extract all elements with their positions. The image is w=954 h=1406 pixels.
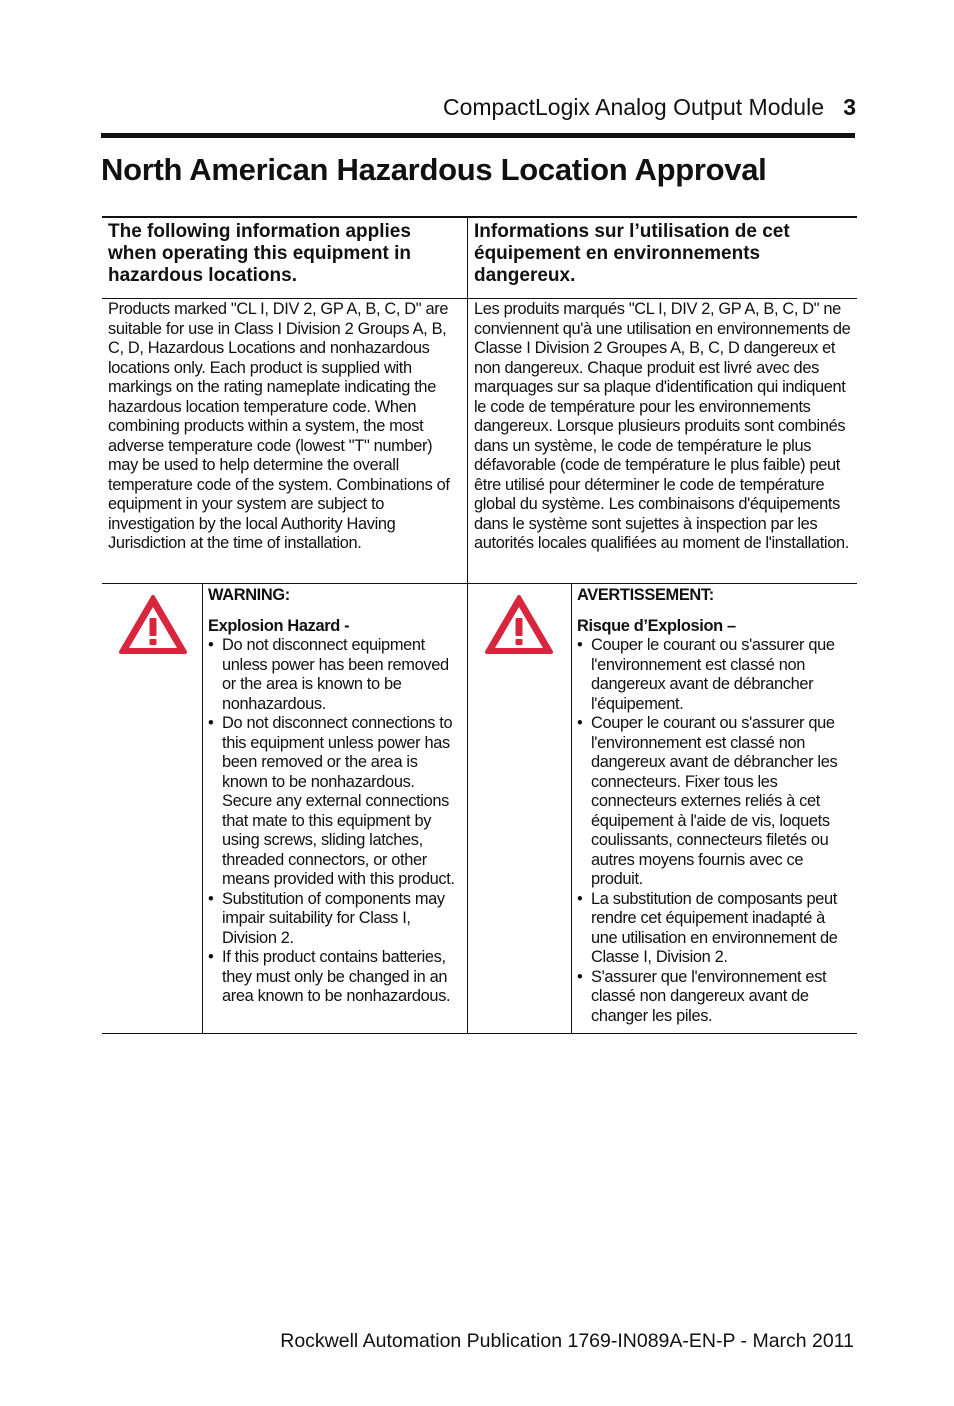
french-heading: Informations sur l’utilisation de cet équipement en environnements dangereux. (467, 218, 857, 298)
french-warning-text (572, 584, 857, 1033)
french-warning-list (577, 636, 852, 1026)
list-item: • Substitution of components may impair suitability for Class I, Division 2. (208, 890, 462, 949)
table-header-row (102, 216, 857, 299)
english-warning-icon-cell (102, 584, 203, 1033)
list-item: • Do not disconnect equipment unless power has been removed or the area is known to be nonhazardous. (208, 636, 462, 714)
warning-triangle-icon (484, 594, 554, 656)
running-header: CompactLogix Analog Output Module (442, 94, 824, 120)
french-body: Les produits marqués "CL I, DIV 2, GP A, B, C, D" ne conviennent qu'à une utilisation en environnements de Classe I Division 2 Groupes A, B, C, D dangereux et non dangereux. Chaque produit est livré avec des marquages sur sa plaque d'identification qui indiquent le code de température pour les environnements dangereux. Lorsque plusieurs produits sont combinés dans un système, le code de température le plus défavorable (code de température le plus faible) peut être utilisé pour déterminer le code de température global du système. Les combinaisons d'équipements dans le système sont sujettes à inspection par les autorités locales qualifiées au moment de l'installation. (467, 299, 857, 583)
list-item: • Do not disconnect connections to this equipment unless power has been removed or the area is known to be nonhazardous. Secure any external connections that mate to this equipment by using screws, sliding latches, threaded connectors, or other means provided with this product. (208, 714, 462, 890)
list-item: • Couper le courant ou s'assurer que l'environnement est classé non dangereux avant de débrancher les connecteurs. Fixer tous les connecteurs externes reliés à cet équipement à l'aide de vis, loquets coulissants, connecteurs filetés ou autres moyens fournis avec ce produit. (577, 714, 852, 890)
english-warning-title: WARNING: (208, 586, 290, 604)
approval-table (102, 216, 857, 1034)
page-number: 3 (843, 94, 856, 120)
list-item: • Couper le courant ou s'assurer que l'environnement est classé non dangereux avant de débrancher l'équipement. (577, 636, 852, 714)
table-body-row (102, 299, 857, 584)
french-warning (467, 584, 857, 1033)
table-warning-row (102, 584, 857, 1034)
english-warning-text (203, 584, 467, 1033)
warning-triangle-icon (118, 594, 188, 656)
english-warning (102, 584, 467, 1033)
list-item: • If this product contains batteries, they must only be changed in an area known to be nonhazardous. (208, 948, 462, 1007)
publication-footer: Rockwell Automation Publication 1769-IN089A-EN-P - March 2011 (280, 1330, 854, 1352)
english-heading: The following information applies when operating this equipment in hazardous locations. (108, 221, 411, 286)
header-rule (101, 133, 855, 138)
english-warning-subtitle: Explosion Hazard - (208, 616, 350, 635)
french-warning-icon-cell (468, 584, 572, 1033)
english-warning-list (208, 636, 462, 1007)
page-title: North American Hazardous Location Approval (101, 152, 767, 187)
french-warning-title: AVERTISSEMENT: (577, 586, 714, 604)
french-warning-subtitle: Risque d’Explosion – (577, 616, 736, 635)
english-body: Products marked "CL I, DIV 2, GP A, B, C, D" are suitable for use in Class I Division 2 Groups A, B, C, D, Hazardous Locations and nonhazardous locations only. Each product is supplied with markings on the rating nameplate indicating the hazardous location temperature code. When combining products within a system, the most adverse temperature code (lowest "T" number) may be used to help determine the overall temperature code of the system. Combinations of equipment in your system are subject to investigation by the local Authority Having Jurisdiction at the time of installation. (108, 300, 450, 552)
list-item: • La substitution de composants peut rendre cet équipement inadapté à une utilisation en environnement de Classe I, Division 2. (577, 890, 852, 968)
list-item: • S'assurer que l'environnement est classé non dangereux avant de changer les piles. (577, 968, 852, 1027)
